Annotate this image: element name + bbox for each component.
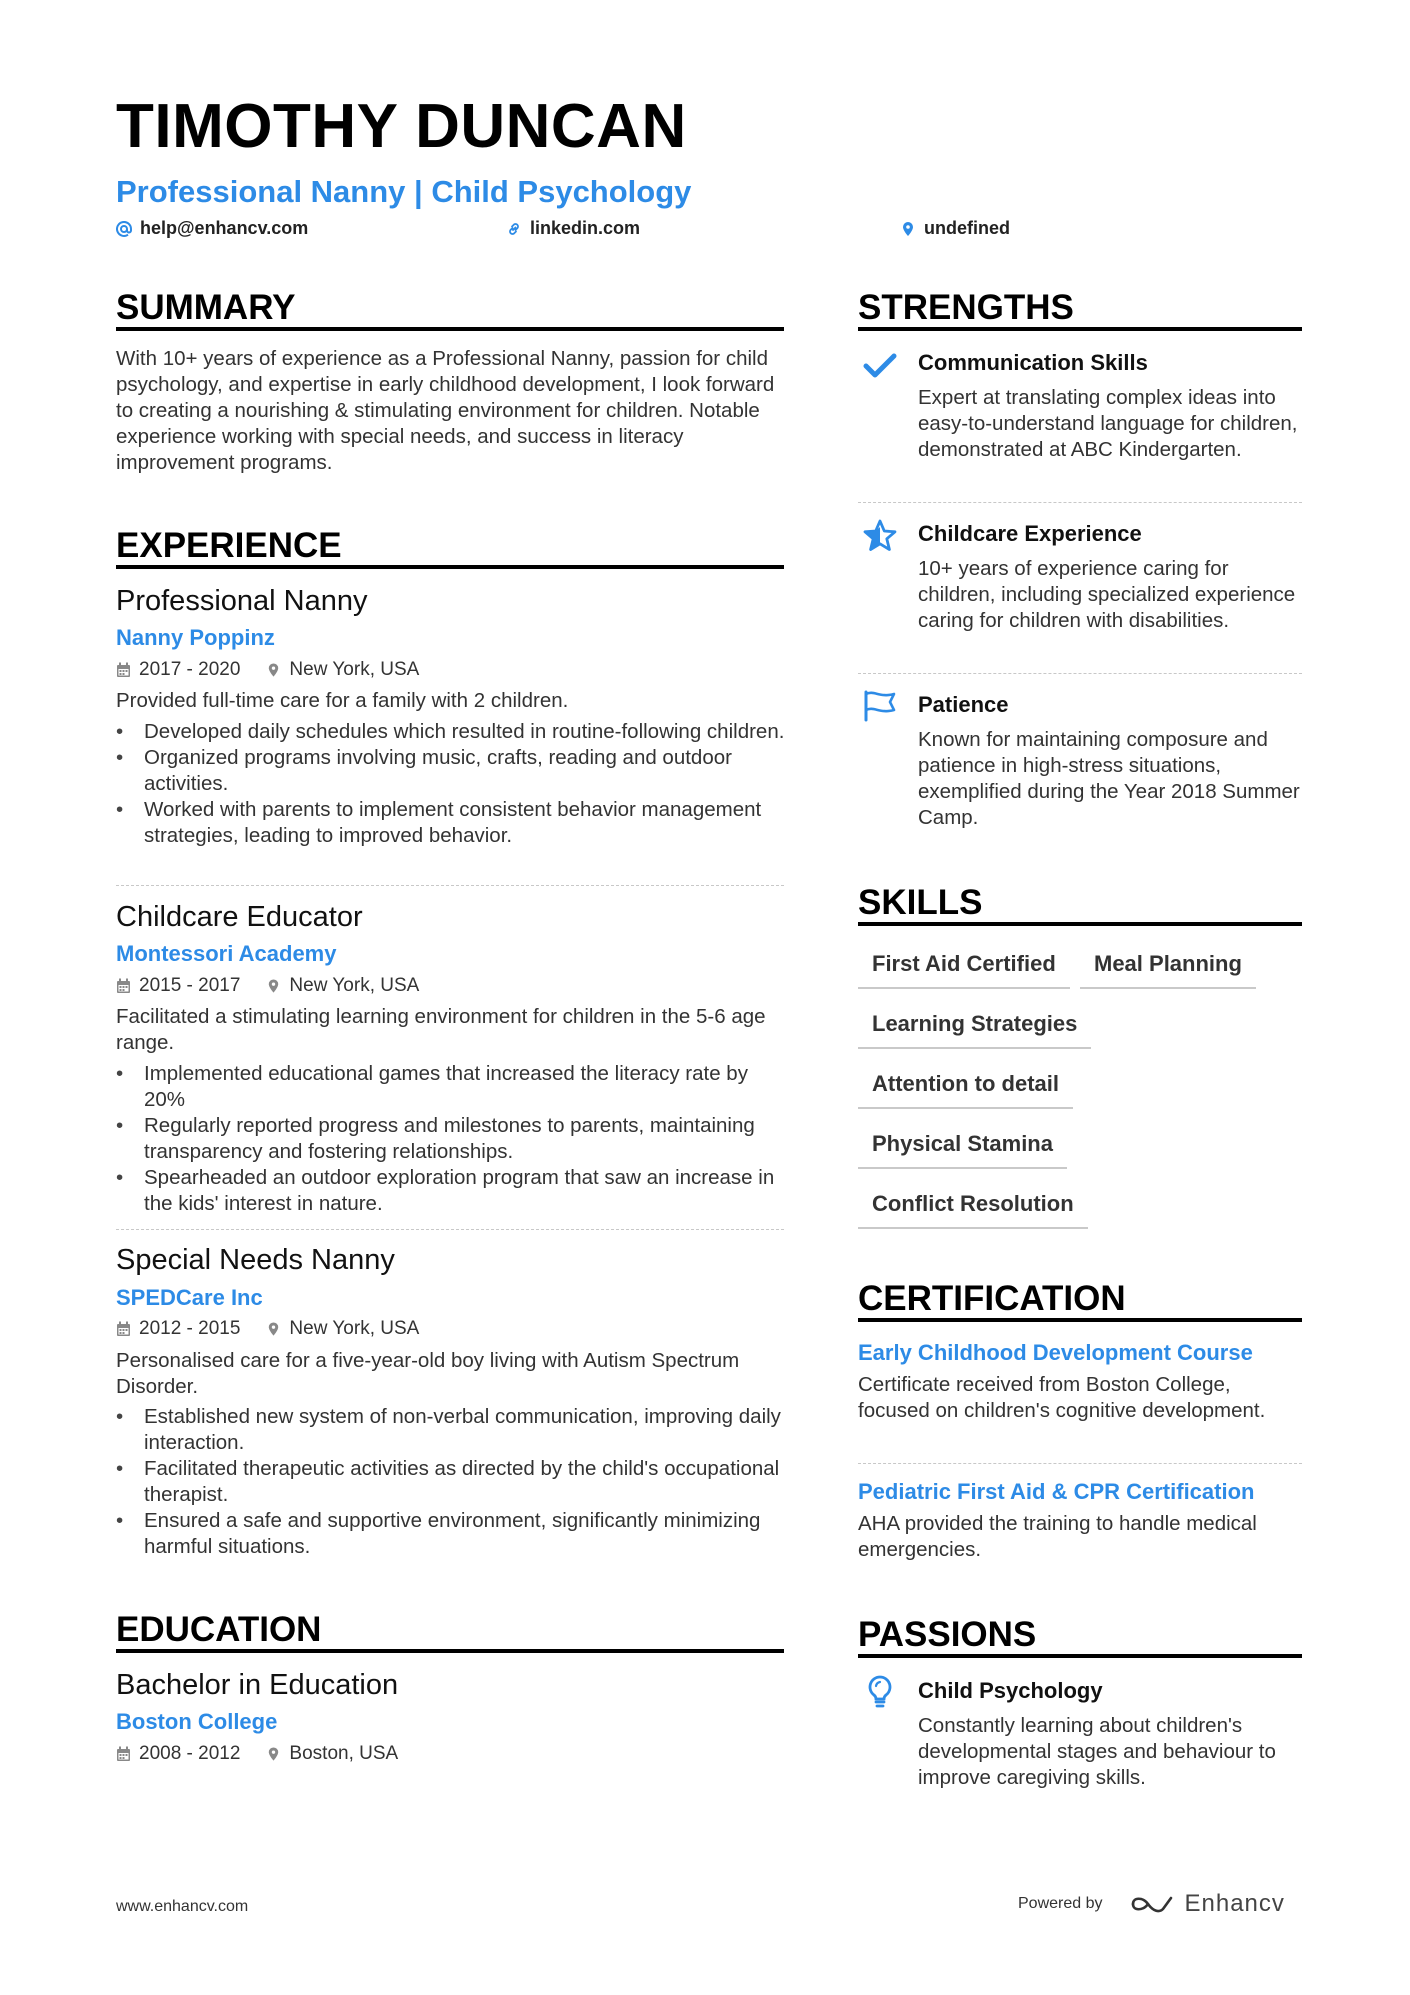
- passions-rule: [858, 1654, 1302, 1658]
- calendar-icon: [116, 1321, 131, 1337]
- job-bullet: • Spearheaded an outdoor exploration program that saw an increase in the kids' interest in nature.: [116, 1165, 788, 1217]
- skill-tag: Conflict Resolution: [858, 1193, 1088, 1229]
- linkedin-text: linkedin.com: [530, 218, 641, 238]
- lightbulb-icon: [862, 1674, 898, 1710]
- summary-rule: [116, 327, 784, 331]
- strength-text: Known for maintaining composure and patience in high-stress situations, exemplified during the Year 2018 Summer Camp.: [918, 728, 1300, 829]
- passion-text: Constantly learning about children's developmental stages and behaviour to improve caregiving skills.: [918, 1714, 1276, 1789]
- location-pin-icon: [900, 221, 916, 237]
- education-meta: [116, 1743, 424, 1765]
- passions-heading: PASSIONS: [858, 1615, 1037, 1654]
- job-bullet: • Implemented educational games that increased the literacy rate by 20%: [116, 1061, 788, 1113]
- job-dates: [116, 975, 240, 997]
- location-pin-icon: [266, 978, 281, 994]
- footer-powered-by: [1018, 1890, 1285, 1918]
- powered-by-label: Powered by: [1018, 1895, 1103, 1912]
- job-description: Facilitated a stimulating learning environment for children in the 5-6 age range.: [116, 1005, 766, 1054]
- job-title: Professional Nanny: [116, 585, 368, 617]
- degree-title: Bachelor in Education: [116, 1669, 399, 1701]
- location-pin-icon: [266, 1321, 281, 1337]
- job-location: [266, 1318, 419, 1340]
- job-bullet: • Regularly reported progress and milestones to parents, maintaining transparency and fostering relationships.: [116, 1113, 788, 1165]
- job-bullet: • Ensured a safe and supportive environment, significantly minimizing harmful situations.: [116, 1508, 788, 1560]
- footer-website[interactable]: www.enhancv.com: [116, 1898, 249, 1915]
- summary-text: With 10+ years of experience as a Professional Nanny, passion for child psychology, and expertise in early childhood development, I look forward to creating a nourishing & stimulating environment for children. Notable experience working with special needs, and success in literacy improvement programs.: [116, 347, 775, 474]
- strength-divider: [858, 673, 1302, 674]
- contact-location: [900, 218, 1010, 239]
- education-heading: EDUCATION: [116, 1610, 322, 1649]
- strength-title: Patience: [918, 692, 1009, 717]
- job-company: Montessori Academy: [116, 941, 337, 966]
- job-meta: [116, 975, 445, 997]
- experience-heading: EXPERIENCE: [116, 526, 342, 565]
- job-bullets: [116, 719, 788, 849]
- skill-tag: First Aid Certified: [858, 953, 1070, 989]
- education-dates: [116, 1743, 240, 1765]
- job-location: [266, 659, 419, 681]
- job-dates-text: 2015 - 2017: [139, 975, 241, 996]
- job-dates: [116, 1318, 240, 1340]
- job-title: Special Needs Nanny: [116, 1244, 395, 1276]
- flag-icon: [862, 688, 898, 724]
- cert-title: Early Childhood Development Course: [858, 1340, 1253, 1365]
- location-text: undefined: [924, 218, 1010, 238]
- strength-title: Childcare Experience: [918, 521, 1142, 546]
- certification-rule: [858, 1318, 1302, 1322]
- skill-tag: Physical Stamina: [858, 1133, 1067, 1169]
- calendar-icon: [116, 662, 131, 678]
- cert-text: Certificate received from Boston College, focused on children's cognitive development.: [858, 1373, 1266, 1422]
- job-bullet: • Established new system of non-verbal communication, improving daily interaction.: [116, 1404, 788, 1456]
- skill-tag: Meal Planning: [1080, 953, 1256, 989]
- job-dates: [116, 659, 240, 681]
- job-description: Provided full-time care for a family with 2 children.: [116, 689, 569, 712]
- job-bullet: • Worked with parents to implement consistent behavior management strategies, leading to improved behavior.: [116, 797, 788, 849]
- job-dates-text: 2012 - 2015: [139, 1318, 241, 1339]
- email-text: help@enhancv.com: [140, 218, 309, 238]
- summary-heading: SUMMARY: [116, 288, 296, 327]
- job-bullet: • Developed daily schedules which resulted in routine-following children.: [116, 719, 788, 745]
- passion-title: Child Psychology: [918, 1678, 1103, 1703]
- strengths-heading: STRENGTHS: [858, 288, 1074, 327]
- job-location: [266, 975, 419, 997]
- job-divider: [116, 1229, 784, 1230]
- job-meta: [116, 1318, 445, 1340]
- job-bullets: [116, 1061, 788, 1217]
- enhancv-logo[interactable]: [1129, 1890, 1285, 1918]
- job-company: SPEDCare Inc: [116, 1285, 263, 1310]
- cert-divider: [858, 1463, 1302, 1464]
- at-icon: [116, 221, 132, 237]
- skill-tag: Attention to detail: [858, 1073, 1073, 1109]
- job-bullet: • Organized programs involving music, crafts, reading and outdoor activities.: [116, 745, 788, 797]
- calendar-icon: [116, 1746, 131, 1762]
- enhancv-infinity-icon: [1129, 1892, 1175, 1916]
- job-bullet: • Facilitated therapeutic activities as directed by the child's occupational therapist.: [116, 1456, 788, 1508]
- brand-name: Enhancv: [1184, 1890, 1285, 1917]
- strength-title: Communication Skills: [918, 350, 1148, 375]
- job-meta: [116, 659, 445, 681]
- education-location-text: Boston, USA: [289, 1743, 399, 1764]
- candidate-title: Professional Nanny | Child Psychology: [116, 174, 692, 209]
- job-location-text: New York, USA: [289, 975, 420, 996]
- job-location-text: New York, USA: [289, 1318, 420, 1339]
- cert-title: Pediatric First Aid & CPR Certification: [858, 1479, 1255, 1504]
- education-dates-text: 2008 - 2012: [139, 1743, 241, 1764]
- strengths-rule: [858, 327, 1302, 331]
- skill-tag: Learning Strategies: [858, 1013, 1091, 1049]
- skills-heading: SKILLS: [858, 883, 983, 922]
- school-name: Boston College: [116, 1709, 278, 1734]
- strength-divider: [858, 502, 1302, 503]
- checkmark-icon: [862, 348, 898, 384]
- contact-linkedin[interactable]: [506, 218, 640, 239]
- star-icon: [862, 518, 898, 554]
- job-description: Personalised care for a five-year-old boy living with Autism Spectrum Disorder.: [116, 1349, 740, 1398]
- calendar-icon: [116, 978, 131, 994]
- strength-text: Expert at translating complex ideas into easy-to-understand language for children, demonstrated at ABC Kindergarten.: [918, 386, 1298, 461]
- job-divider: [116, 885, 784, 886]
- education-rule: [116, 1649, 784, 1653]
- job-company: Nanny Poppinz: [116, 625, 275, 650]
- skills-rule: [858, 922, 1302, 926]
- cert-text: AHA provided the training to handle medical emergencies.: [858, 1512, 1257, 1561]
- contact-bar: [116, 218, 1306, 244]
- location-pin-icon: [266, 662, 281, 678]
- experience-rule: [116, 565, 784, 569]
- location-pin-icon: [266, 1746, 281, 1762]
- job-bullets: [116, 1404, 788, 1560]
- job-dates-text: 2017 - 2020: [139, 659, 241, 680]
- job-location-text: New York, USA: [289, 659, 420, 680]
- link-icon: [506, 221, 522, 237]
- job-title: Childcare Educator: [116, 901, 363, 933]
- candidate-name: TIMOTHY DUNCAN: [116, 92, 687, 161]
- certification-heading: CERTIFICATION: [858, 1279, 1126, 1318]
- education-location: [266, 1743, 398, 1765]
- contact-email[interactable]: [116, 218, 308, 239]
- strength-text: 10+ years of experience caring for children, including specialized experience caring for children with disabilities.: [918, 557, 1296, 632]
